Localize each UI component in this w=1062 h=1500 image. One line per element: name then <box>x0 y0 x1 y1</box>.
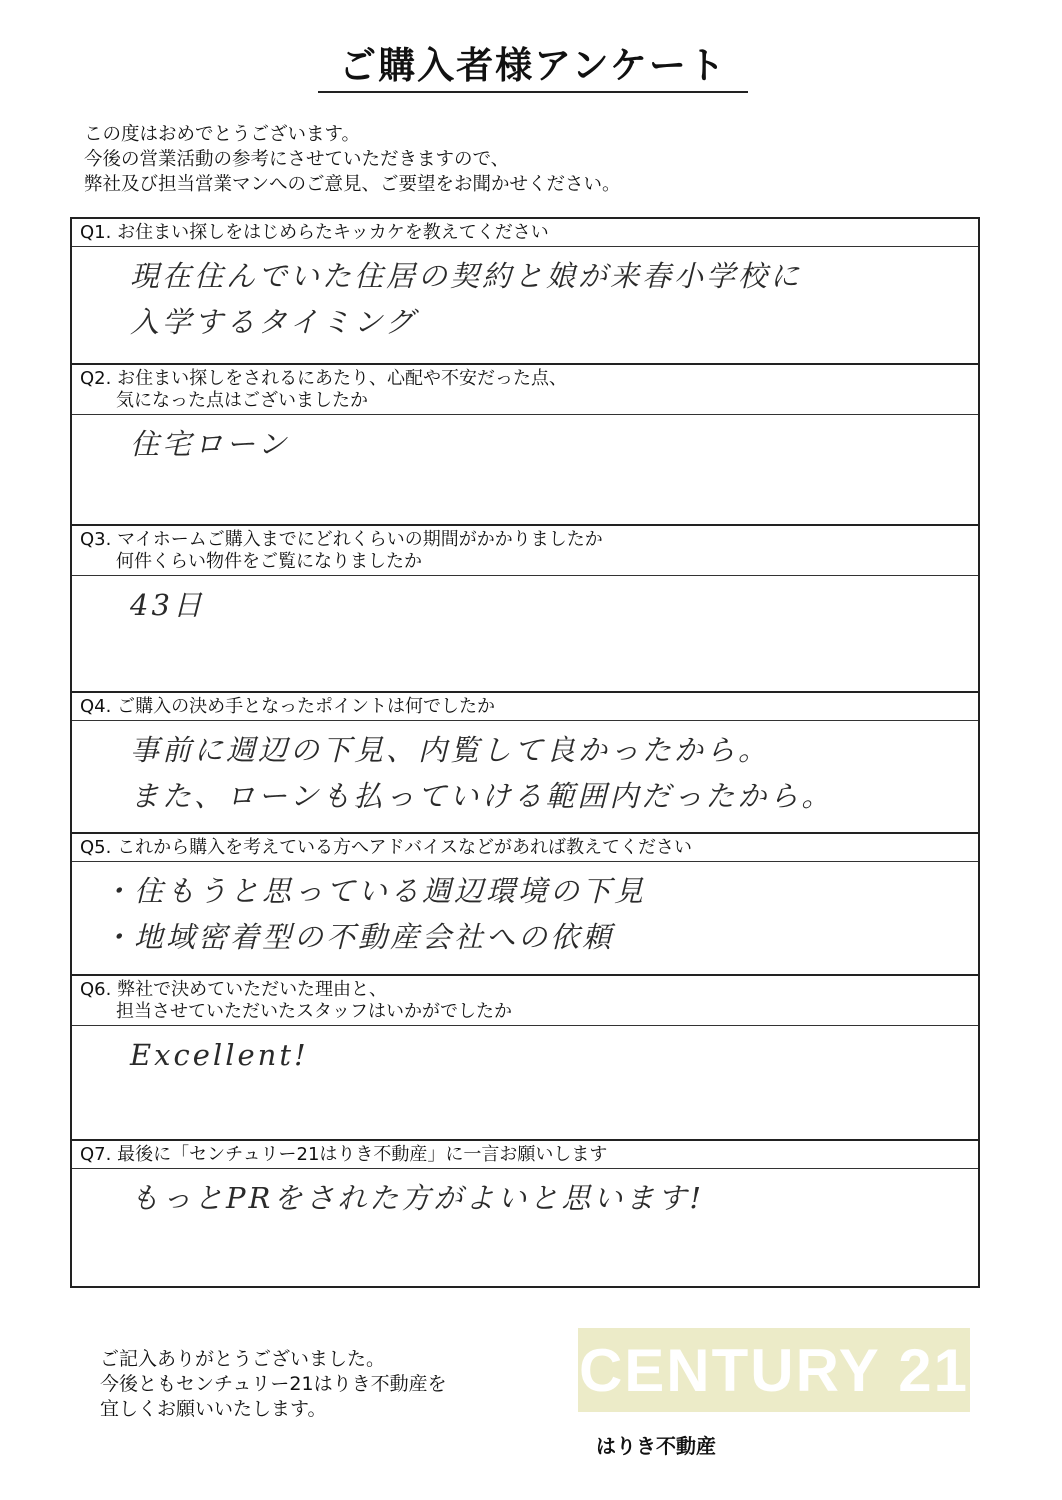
answer-line: 事前に週辺の下見、内覧して良かったから。 <box>130 733 771 767</box>
answer-line: また、ローンも払っていける範囲内だったから。 <box>130 779 834 813</box>
answer-q7 <box>72 1169 978 1286</box>
page-title: ご購入者様アンケート <box>318 44 748 93</box>
intro-line: 今後の営業活動の参考にさせていただきますので、 <box>84 149 510 170</box>
century21-logo <box>578 1328 970 1412</box>
question-q5 <box>72 834 978 862</box>
question-label: Q4. ご購入の決め手となったポイントは何でしたか <box>80 696 496 717</box>
question-q1 <box>72 219 978 247</box>
question-label: Q5. これから購入を考えている方へアドバイスなどがあれば教えてください <box>80 837 692 858</box>
intro-line: 弊社及び担当営業マンへのご意見、ご要望をお聞かせください。 <box>84 174 621 195</box>
answer-q4 <box>72 721 978 834</box>
answer-line: 住宅ローン <box>130 427 290 461</box>
intro-text <box>84 122 844 197</box>
answer-q5 <box>72 862 978 976</box>
closing-line: 宜しくお願いいたします。 <box>100 1398 327 1420</box>
question-label: Q1. お住まい探しをはじめらたキッカケを教えてください <box>80 222 549 243</box>
question-q3 <box>72 526 978 576</box>
closing-line: ご記入ありがとうございました。 <box>100 1348 386 1370</box>
intro-line: この度はおめでとうございます。 <box>84 124 361 145</box>
answer-line: 現在住んでいた住居の契約と娘が来春小学校に <box>130 259 803 293</box>
closing-text <box>100 1347 560 1422</box>
question-q4 <box>72 693 978 721</box>
question-q7 <box>72 1141 978 1169</box>
question-label: Q6. 弊社で決めていただいた理由と、 <box>80 979 388 1000</box>
answer-q3 <box>72 576 978 693</box>
answer-line: 43日 <box>130 588 205 622</box>
question-label: 気になった点はございましたか <box>80 390 368 411</box>
closing-line: 今後ともセンチュリー21はりき不動産を <box>100 1373 447 1395</box>
question-label: Q7. 最後に「センチュリー21はりき不動産」に一言お願いします <box>80 1144 608 1165</box>
question-label: 何件くらい物件をご覧になりましたか <box>80 551 422 572</box>
answer-line: ・地域密着型の不動産会社への依頼 <box>102 920 615 954</box>
answer-line: もっとPRをされた方がよいと思います! <box>130 1181 705 1215</box>
answer-q2 <box>72 415 978 526</box>
survey-form <box>70 217 980 1288</box>
logo-text: CENTURY 21 <box>578 1336 970 1404</box>
question-label: Q3. マイホームご購入までにどれくらいの期間がかかりましたか <box>80 529 603 550</box>
answer-line: ・住もうと思っている週辺環境の下見 <box>102 874 647 908</box>
answer-q1 <box>72 247 978 365</box>
answer-line: 入学するタイミング <box>130 305 417 339</box>
answer-q6 <box>72 1026 978 1141</box>
question-label: Q2. お住まい探しをされるにあたり、心配や不安だった点、 <box>80 368 568 389</box>
question-label: 担当させていただいたスタッフはいかがでしたか <box>80 1001 512 1022</box>
question-q2 <box>72 365 978 415</box>
answer-line: Excellent! <box>130 1038 309 1072</box>
question-q6 <box>72 976 978 1026</box>
company-name: はりき不動産 <box>596 1434 716 1458</box>
